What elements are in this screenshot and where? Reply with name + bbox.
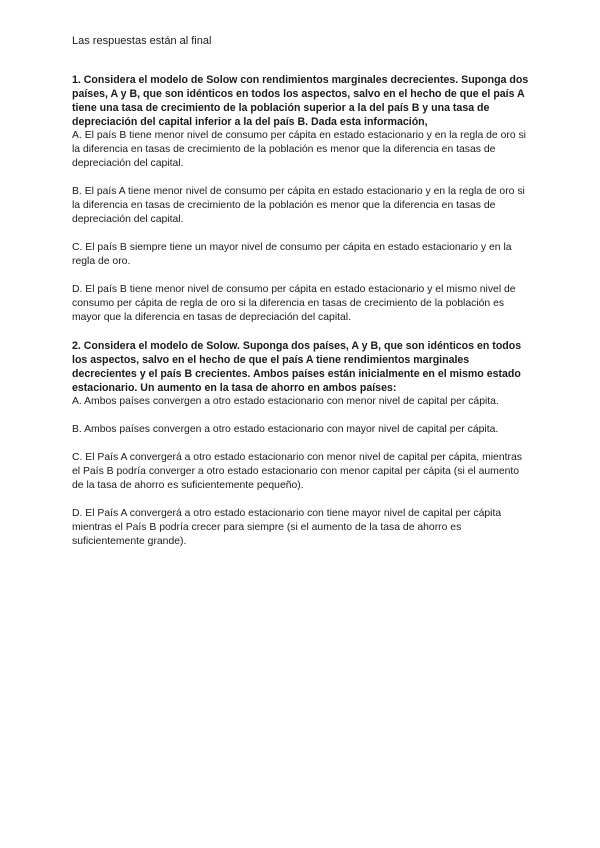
question-2-option-d: D. El País A convergerá a otro estado estacionario con tiene mayor nivel de capital per cápita mientras el País B podría crecer para siempre (si el aumento de la tasa de ahorro es suficientemente grande).	[72, 508, 502, 547]
question-2-option-b: B. Ambos países convergen a otro estado estacionario con mayor nivel de capital per cápita.	[72, 424, 499, 435]
question-2-option-c: C. El País A convergerá a otro estado estacionario con menor nivel de capital per cápita, mientras el País B podría converger a otro estado estacionario con menor capital per cápita (si el aumento de la tasa de ahorro es suficientemente pequeño).	[72, 452, 522, 491]
document-page	[72, 34, 530, 549]
question-1	[72, 73, 530, 325]
question-1-option-b: B. El país A tiene menor nivel de consumo per cápita en estado estacionario y en la regla de oro si la diferencia en tasas de crecimiento de la población es menor que la diferencia en tasas de depreciación del capital.	[72, 186, 525, 225]
question-2-option-a: A. Ambos países convergen a otro estado estacionario con menor nivel de capital per cápita.	[72, 396, 499, 407]
answers-note: Las respuestas están al final	[72, 35, 212, 47]
question-1-stem: 1. Considera el modelo de Solow con rendimientos marginales decrecientes. Suponga dos países, A y B, que son idénticos en todos los aspectos, salvo en el hecho de que el país A tiene una tasa de crecimiento de la población superior a la del país B y una tasa de depreciación del capital inferior a la del país B. Dada esta información,	[72, 74, 529, 128]
question-1-option-c: C. El país B siempre tiene un mayor nivel de consumo per cápita en estado estacionario y en la regla de oro.	[72, 242, 512, 267]
question-1-option-a: A. El país B tiene menor nivel de consumo per cápita en estado estacionario y en la regla de oro si la diferencia en tasas de crecimiento de la población es menor que la diferencia en tasas de depreciación del capital.	[72, 130, 526, 169]
question-2-stem: 2. Considera el modelo de Solow. Suponga dos países, A y B, que son idénticos en todos los aspectos, salvo en el hecho de que el país A tiene rendimientos marginales decrecientes y el país B crecientes. Ambos países están inicialmente en el mismo estado estacionario. Un aumento en la tasa de ahorro en ambos países:	[72, 340, 522, 394]
question-1-option-d: D. El país B tiene menor nivel de consumo per cápita en estado estacionario y el mismo nivel de consumo per cápita de regla de oro si la diferencia en tasas de crecimiento de la población es mayor que la diferencia en tasas de depreciación del capital.	[72, 284, 516, 323]
question-2	[72, 339, 530, 549]
